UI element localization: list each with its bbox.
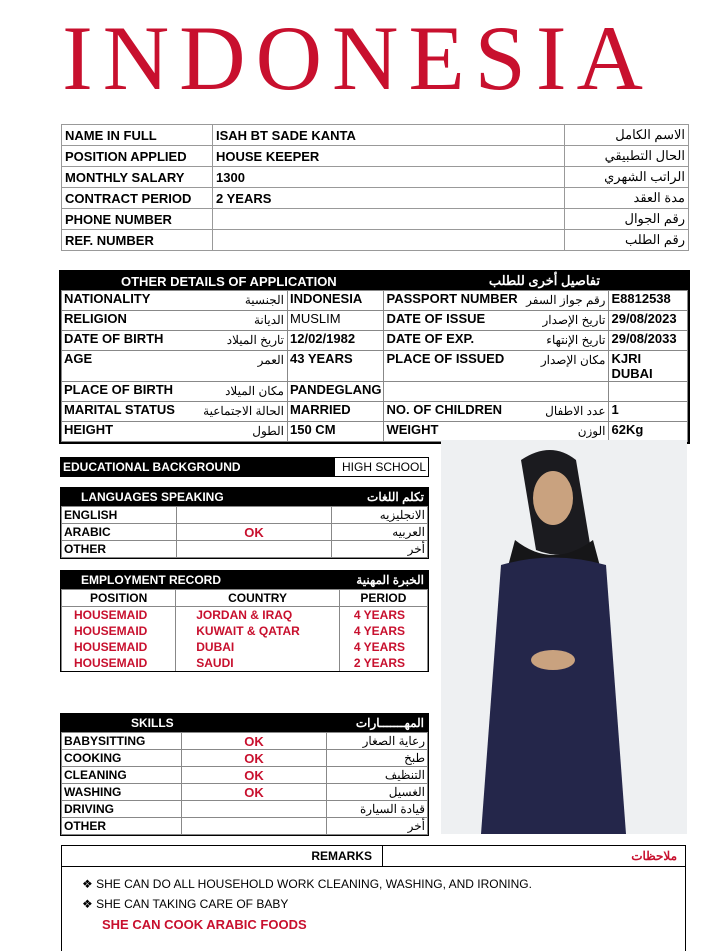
detail-label-text: WEIGHT [386, 422, 439, 437]
languages-table [61, 506, 428, 558]
other-details-row [62, 382, 688, 402]
detail-label [62, 291, 288, 311]
detail-value: 1 [609, 402, 688, 422]
field-label-arabic: رقم الطلب [565, 230, 689, 251]
other-details-table [61, 290, 688, 442]
education-label: EDUCATIONAL BACKGROUND [61, 458, 335, 476]
personal-info-row [62, 167, 689, 188]
skill-name: WASHING [62, 784, 182, 801]
detail-label [384, 311, 609, 331]
skill-name: DRIVING [62, 801, 182, 818]
detail-label-arabic: تاريخ الإصدار [542, 313, 606, 327]
detail-label-text: MARITAL STATUS [64, 402, 175, 417]
detail-label-text: DATE OF BIRTH [64, 331, 164, 346]
detail-label [62, 311, 288, 331]
employment-column-header: COUNTRY [176, 590, 340, 607]
employment-position: HOUSEMAID [62, 607, 176, 624]
skill-name-arabic: الغسيل [327, 784, 428, 801]
field-label-arabic: رقم الجوال [565, 209, 689, 230]
skill-level: OK [182, 784, 327, 801]
field-label: PHONE NUMBER [62, 209, 213, 230]
employment-row [62, 607, 428, 624]
language-name-arabic: العربيه [332, 524, 428, 541]
personal-info-row [62, 188, 689, 209]
detail-value: 62Kg [609, 422, 688, 442]
detail-label-arabic: تاريخ الميلاد [226, 333, 284, 347]
detail-label [384, 351, 609, 382]
employment-title: EMPLOYMENT RECORD [81, 573, 222, 587]
language-name: ENGLISH [62, 507, 177, 524]
field-label-arabic: الحال التطبيقي [565, 146, 689, 167]
detail-value: 29/08/2023 [609, 311, 688, 331]
other-details-header [61, 272, 688, 290]
detail-label-text: PLACE OF BIRTH [64, 382, 174, 397]
detail-label-arabic: رقم جواز السفر [526, 293, 606, 307]
language-level [177, 541, 332, 558]
field-label: POSITION APPLIED [62, 146, 213, 167]
remarks-label-arabic: ملاحظات [631, 849, 677, 863]
skill-name: COOKING [62, 750, 182, 767]
detail-value: 29/08/2033 [609, 331, 688, 351]
detail-value: PANDEGLANG [288, 382, 384, 402]
detail-label [384, 291, 609, 311]
skill-level: OK [182, 750, 327, 767]
detail-label [62, 351, 288, 382]
detail-label-arabic: مكان الإصدار [540, 353, 606, 367]
personal-info-table [61, 124, 689, 251]
detail-value: 150 CM [288, 422, 384, 442]
other-details-row [62, 331, 688, 351]
remarks-panel [61, 845, 686, 951]
remarks-item-text: SHE CAN DO ALL HOUSEHOLD WORK CLEANING, WASHING, AND IRONING. [96, 877, 532, 891]
detail-label [384, 422, 609, 442]
detail-value: MARRIED [288, 402, 384, 422]
personal-info-row [62, 209, 689, 230]
field-label: CONTRACT PERIOD [62, 188, 213, 209]
education-value: HIGH SCHOOL [341, 460, 426, 474]
language-row [62, 541, 428, 558]
other-details-row [62, 351, 688, 382]
detail-label [384, 331, 609, 351]
skill-level: OK [182, 733, 327, 750]
personal-info-row [62, 125, 689, 146]
detail-label-text: AGE [64, 351, 93, 366]
employment-country: SAUDI [176, 655, 340, 671]
field-label-arabic: الراتب الشهري [565, 167, 689, 188]
detail-label [62, 422, 288, 442]
other-details-title-arabic: تفاصيل أخرى للطلب [488, 273, 600, 288]
employment-period: 2 YEARS [339, 655, 427, 671]
skills-title: SKILLS [131, 716, 174, 730]
remarks-highlight: SHE CAN COOK ARABIC FOODS [102, 917, 307, 932]
employment-panel [60, 570, 429, 672]
detail-value: E8812538 [609, 291, 688, 311]
languages-title: LANGUAGES SPEAKING [81, 490, 224, 504]
remarks-label: REMARKS [62, 846, 383, 866]
remarks-item-1: ❖ SHE CAN DO ALL HOUSEHOLD WORK CLEANING, WASHING, AND IRONING. [82, 877, 532, 891]
employment-row [62, 623, 428, 639]
employment-country: KUWAIT & QATAR [176, 623, 340, 639]
field-label: REF. NUMBER [62, 230, 213, 251]
detail-label-text: PASSPORT NUMBER [386, 291, 518, 306]
language-level [177, 507, 332, 524]
detail-label-text: NATIONALITY [64, 291, 151, 306]
skill-level: OK [182, 767, 327, 784]
employment-period: 4 YEARS [339, 607, 427, 624]
other-details-panel [59, 270, 690, 444]
skill-name-arabic: أخر [327, 818, 428, 835]
field-value: 2 YEARS [213, 188, 565, 209]
field-value: ISAH BT SADE KANTA [213, 125, 565, 146]
education-row [60, 457, 429, 477]
detail-label-text: RELIGION [64, 311, 127, 326]
employment-country: JORDAN & IRAQ [176, 607, 340, 624]
skill-name-arabic: التنظيف [327, 767, 428, 784]
detail-value: INDONESIA [288, 291, 384, 311]
detail-label-text: NO. OF CHILDREN [386, 402, 503, 417]
detail-label-arabic: الطول [252, 424, 284, 438]
detail-label-text: HEIGHT [64, 422, 114, 437]
employment-period: 4 YEARS [339, 639, 427, 655]
language-name: OTHER [62, 541, 177, 558]
employment-period: 4 YEARS [339, 623, 427, 639]
detail-label-arabic: مكان الميلاد [225, 384, 284, 398]
detail-value: 12/02/1982 [288, 331, 384, 351]
other-details-row [62, 402, 688, 422]
skills-table [61, 732, 428, 835]
skill-name: OTHER [62, 818, 182, 835]
employment-position: HOUSEMAID [62, 655, 176, 671]
detail-label-arabic: الجنسية [244, 293, 284, 307]
country-title: INDONESIA [62, 7, 653, 109]
employment-column-header: PERIOD [339, 590, 427, 607]
remarks-item-text: SHE CAN TAKING CARE OF BABY [96, 897, 289, 911]
detail-label-arabic: الحالة الاجتماعية [203, 404, 284, 418]
detail-value: KJRI DUBAI [609, 351, 688, 382]
skill-row [62, 767, 428, 784]
other-details-row [62, 291, 688, 311]
other-details-row [62, 422, 688, 442]
skill-name-arabic: رعاية الصغار [327, 733, 428, 750]
employment-title-arabic: الخبرة المهنية [356, 573, 424, 587]
detail-label-text: PLACE OF ISSUED [386, 351, 505, 366]
remarks-list [62, 877, 685, 932]
skill-row [62, 818, 428, 835]
detail-label-arabic: عدد الاطفال [545, 404, 606, 418]
detail-label-arabic: العمر [257, 353, 284, 367]
skill-name-arabic: طبخ [327, 750, 428, 767]
skill-name: BABYSITTING [62, 733, 182, 750]
languages-title-arabic: تكلم اللغات [367, 490, 424, 504]
languages-panel [60, 487, 429, 559]
detail-label-arabic: الديانة [253, 313, 284, 327]
detail-label [62, 382, 288, 402]
detail-label-text: DATE OF EXP. [386, 331, 475, 346]
employment-country: DUBAI [176, 639, 340, 655]
field-label-arabic: مدة العقد [565, 188, 689, 209]
field-label: MONTHLY SALARY [62, 167, 213, 188]
employment-table [61, 589, 428, 671]
field-label-arabic: الاسم الكامل [565, 125, 689, 146]
field-value [213, 209, 565, 230]
language-row [62, 507, 428, 524]
employment-position: HOUSEMAID [62, 639, 176, 655]
personal-info-row [62, 230, 689, 251]
language-name-arabic: الانجليزيه [332, 507, 428, 524]
detail-label-arabic: الوزن [577, 424, 606, 438]
languages-header [61, 488, 428, 506]
skill-row [62, 750, 428, 767]
field-value: 1300 [213, 167, 565, 188]
detail-label-text: DATE OF ISSUE [386, 311, 486, 326]
skill-row [62, 733, 428, 750]
skill-level [182, 801, 327, 818]
field-value [213, 230, 565, 251]
applicant-figure-icon [441, 440, 687, 834]
language-name: ARABIC [62, 524, 177, 541]
other-details-title: OTHER DETAILS OF APPLICATION [121, 273, 337, 289]
detail-value: MUSLIM [288, 311, 384, 331]
detail-value: 43 YEARS [288, 351, 384, 382]
employment-position: HOUSEMAID [62, 623, 176, 639]
detail-label-arabic: تاريخ الإنتهاء [546, 333, 606, 347]
skill-row [62, 801, 428, 818]
skills-panel [60, 713, 429, 836]
detail-label [62, 402, 288, 422]
language-row [62, 524, 428, 541]
language-level: OK [177, 524, 332, 541]
personal-info-row [62, 146, 689, 167]
skill-name-arabic: قيادة السيارة [327, 801, 428, 818]
skills-title-arabic: المهـــــــارات [355, 716, 424, 730]
applicant-photo [441, 440, 687, 834]
skill-row [62, 784, 428, 801]
employment-column-header: POSITION [62, 590, 176, 607]
skills-header [61, 714, 428, 732]
skill-level [182, 818, 327, 835]
other-details-row [62, 311, 688, 331]
employment-row [62, 655, 428, 671]
employment-header [61, 571, 428, 589]
language-name-arabic: أخر [332, 541, 428, 558]
skill-name: CLEANING [62, 767, 182, 784]
detail-value [609, 382, 688, 402]
remarks-item-2: ❖ SHE CAN TAKING CARE OF BABY [82, 897, 289, 911]
employment-row [62, 639, 428, 655]
field-value: HOUSE KEEPER [213, 146, 565, 167]
field-label: NAME IN FULL [62, 125, 213, 146]
detail-label [384, 402, 609, 422]
detail-label [62, 331, 288, 351]
detail-label [384, 382, 609, 402]
